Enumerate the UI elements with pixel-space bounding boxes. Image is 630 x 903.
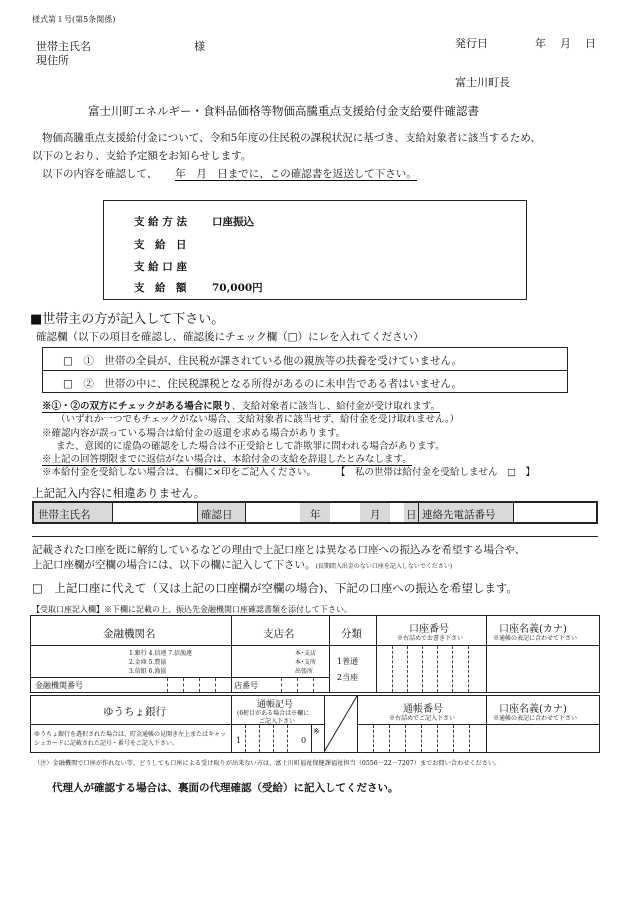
change-line-2	[32, 557, 452, 572]
note-3: また、意図的に虚偽の確認をした場合は不正受給として詐欺罪に問われる場合があります。	[56, 441, 445, 452]
tsucho-number-label: 通帳番号	[403, 704, 443, 715]
tsucho-kigo-label: 通帳記号	[257, 700, 294, 710]
issue-date-label: 発行日	[455, 37, 488, 50]
branch-type-1: 本･支店	[295, 650, 317, 657]
branch-type-2: 本･支所	[295, 659, 317, 666]
tsucho-number-note: ※右詰めでご記入下さい	[389, 715, 456, 722]
change-line-1: 記載された口座を既に解約しているなどの理由で上記口座とは異なる口座への振込みを希望する場合や、	[32, 544, 526, 556]
payment-summary-box	[103, 200, 527, 300]
bank-table	[30, 615, 600, 693]
confirm-text: 上記記入内容に相違ありません。	[32, 486, 206, 500]
bank-types-2: 2.金庫 5.農協	[129, 659, 167, 666]
note-1-bold: ※①・②の双方にチェックがある場合に限り	[42, 401, 232, 412]
method-value: 口座振込	[212, 216, 254, 228]
yucho-table	[30, 695, 600, 753]
yucho-holder-label: 口座名義(カナ)	[499, 704, 567, 715]
confirm-day: 日	[406, 509, 417, 521]
return-deadline: 年 月 日までに、この確認書を返送して下さい。	[175, 168, 417, 180]
intro-line-3	[42, 166, 417, 181]
col-account: 口座番号	[409, 624, 449, 635]
issue-year: 年	[535, 37, 546, 50]
form-number: 様式第１号(第5条関係)	[32, 15, 116, 24]
check-item-2[interactable]: □ ② 世帯の中に、住民税課税となる所得があるのに未申告である者はいません。	[63, 378, 463, 390]
decline-checkbox[interactable]: 【 私の世帯は給付金を受給しません □ 】	[336, 467, 535, 478]
col-bank-name: 金融機関名	[103, 628, 156, 640]
address-label: 現住所	[36, 54, 69, 67]
yucho-holder-note: ※通帳の表記に合わせて下さい	[493, 715, 578, 722]
col-holder-note: ※通帳の表記に合わせて下さい	[493, 635, 578, 642]
yucho-note-2: シュカードに記載された記号・番号をご記入下さい。	[34, 740, 178, 747]
confirm-year: 年	[310, 509, 321, 521]
note-1b: （いずれか一つでもチェックがない場合、支給対象者に該当せず、給付金を受け取れません。）	[56, 414, 460, 425]
confirm-phone-label: 連絡先電話番号	[422, 509, 496, 521]
tsucho-kigo-note-2: ご記入下さい	[259, 718, 296, 725]
kigo-mark: ※	[313, 727, 320, 736]
account-type-current[interactable]: 2当座	[337, 673, 359, 682]
confirm-householder-label: 世帯主氏名	[38, 509, 91, 521]
proxy-note: 代理人が確認する場合は、裏面の代理確認（受給）に記入してください。	[52, 782, 399, 794]
tsucho-kigo-note: (6桁目がある場合は※欄に	[237, 710, 310, 717]
page-title: 富士川町エネルギー・食料品価格等物価高騰重点支援給付金支給要件確認書	[88, 104, 479, 118]
yucho-note-1: ゆうちょ銀行を選択された場合は、貯金通帳の見開き左上またはキャッ	[34, 731, 227, 738]
intro-line-3-pre: 以下の内容を確認して、	[42, 168, 158, 180]
change-line-2-note: (長期間入出金のない口座を記入しないでください)	[315, 563, 453, 570]
checklist-box	[42, 347, 568, 393]
col-account-note: ※右詰めでお書き下さい	[397, 635, 464, 642]
bank-caption: 【受取口座記入欄】※下欄に記載の上、振込先金融機関口座確認書類を添付して下さい。	[32, 605, 352, 614]
diagonal-slash	[324, 696, 357, 752]
householder-label: 世帯主氏名	[36, 40, 91, 53]
issue-day: 日	[585, 37, 596, 50]
issue-month: 月	[560, 37, 571, 50]
section-subheading: 確認欄（以下の項目を確認し、確認後にチェック欄（□）にレを入れてください）	[36, 331, 424, 343]
amount-label: 支 給 額	[134, 282, 187, 294]
intro-line-2: 以下のとおり、支給予定額をお知らせします。	[32, 150, 252, 162]
account-type-ordinary[interactable]: 1普通	[337, 657, 359, 666]
bank-types-1: 1.銀行 4.信連 7.信漁連	[129, 650, 192, 657]
footer-note: （注）金融機関で口座が作れない等、どうしても口座による受け取りが出来ない方は、富士川町福祉保健課福祉担当（0556－22－7207）までお問い合わせください。	[34, 760, 501, 767]
col-holder: 口座名義(カナ)	[499, 624, 567, 635]
col-branch: 支店名	[263, 628, 295, 640]
kigo-last-digit: 0	[301, 736, 307, 745]
col-type: 分類	[341, 628, 362, 640]
note-2: ※確認内容が誤っている場合は給付金の返還を求める場合があります。	[42, 428, 346, 439]
confirm-month: 月	[370, 509, 381, 521]
section-heading: ■世帯主の方が記入して下さい。	[30, 312, 225, 327]
change-line-2-text: 上記口座欄が空欄の場合には、以下の欄に記入して下さい。	[32, 559, 316, 571]
amount-value: 70,000円	[212, 282, 263, 294]
method-label: 支 給 方 法	[134, 216, 187, 228]
branch-type-3: 出張所	[295, 668, 314, 675]
kigo-first-digit: 1	[236, 736, 242, 745]
date-label: 支 給 日	[134, 239, 187, 251]
sama-label: 様	[194, 40, 205, 53]
intro-line-1: 物価高騰重点支援給付金について、令和5年度の住民税の課税状況に基づき、支給対象者に該当するため、	[42, 132, 541, 144]
yucho-bank-label: ゆうちょ銀行	[103, 706, 166, 718]
institution-number-label: 金融機関番号	[35, 681, 83, 690]
note-5: ※本給付金を受給しない場合は、右欄に×印をご記入ください。	[42, 467, 316, 478]
account-label: 支 給 口 座	[134, 261, 187, 273]
confirm-date-label: 確認日	[201, 509, 233, 521]
bank-types-3: 3.信組 6.漁協	[129, 668, 167, 675]
confirm-row	[32, 501, 598, 524]
change-request-checkbox[interactable]: □ 上記口座に代えて（又は上記の口座欄が空欄の場合)、下記の口座への振込を希望します。	[32, 581, 518, 595]
issuer: 富士川町長	[455, 76, 510, 89]
note-1-rest: 、支給対象者に該当し、給付金が受け取れます。	[231, 401, 440, 412]
check-item-1[interactable]: □ ① 世帯の全員が、住民税が課されている他の親族等の扶養を受けていません。	[63, 355, 463, 367]
store-number-label: 店番号	[234, 681, 258, 690]
note-1	[42, 398, 440, 412]
note-4: ※上記の回答期限までに返信がない場合は、本給付金の支給を辞退したとみなします。	[42, 451, 412, 466]
